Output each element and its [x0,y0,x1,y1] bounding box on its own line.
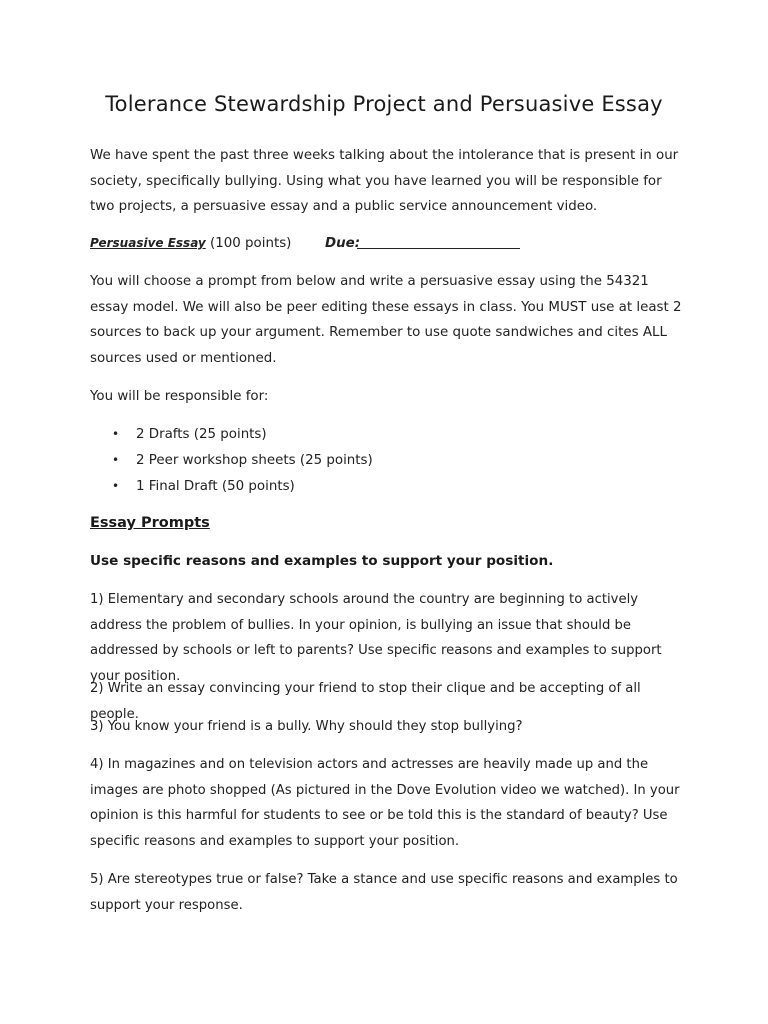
bullet-icon: • [112,453,120,467]
assignment-points: (100 points) [210,236,292,251]
bullet-icon: • [112,479,120,493]
prompt-5: 5) Are stereotypes true or false? Take a stance and use specific reasons and examples to support your response. [90,872,678,913]
assignment-name: Persuasive Essay [90,236,206,250]
due-date-blank-line [357,248,520,249]
prompt-2: 2) Write an essay convincing your friend to stop their clique and be accepting of all people. [90,681,641,722]
prompts-instruction: Use specific reasons and examples to support your position. [90,553,554,569]
assignment-line [90,231,690,256]
intro-paragraph: We have spent the past three weeks talking about the intolerance that is present in our society, specifically bullying. Using what you have learned you will be responsible for two projects, a persuasive essay and a public service announcement video. [90,148,679,214]
list-item [112,448,373,474]
requirement-text: 2 Peer workshop sheets (25 points) [136,453,373,468]
requirement-text: 1 Final Draft (50 points) [136,479,295,494]
requirements-list [112,422,373,500]
prompt-1: 1) Elementary and secondary schools around the country are beginning to actively address the problem of bullies. In your opinion, is bullying an issue that should be addressed by schools or left to parents? Use specific reasons and examples to support your position. [90,592,662,684]
list-item [112,474,373,500]
document-title: Tolerance Stewardship Project and Persuasive Essay [105,92,663,116]
instructions-paragraph: You will choose a prompt from below and write a persuasive essay using the 54321 essay model. We will also be peer editing these essays in class. You MUST use at least 2 sources to back up your argument. Remember to use quote sandwiches and cites ALL sources used or mentioned. [90,274,682,366]
due-label: Due: [325,236,361,251]
responsible-intro: You will be responsible for: [90,389,269,404]
requirement-text: 2 Drafts (25 points) [136,427,267,442]
prompt-4: 4) In magazines and on television actors and actresses are heavily made up and the images are photo shopped (As pictured in the Dove Evolution video we watched). In your opinion is this harmful for students to see or be told this is the standard of beauty? Use specific reasons and examples to support your position. [90,757,680,849]
prompt-3: 3) You know your friend is a bully. Why should they stop bullying? [90,719,523,734]
prompts-heading: Essay Prompts [90,515,210,531]
bullet-icon: • [112,427,120,441]
list-item [112,422,373,448]
